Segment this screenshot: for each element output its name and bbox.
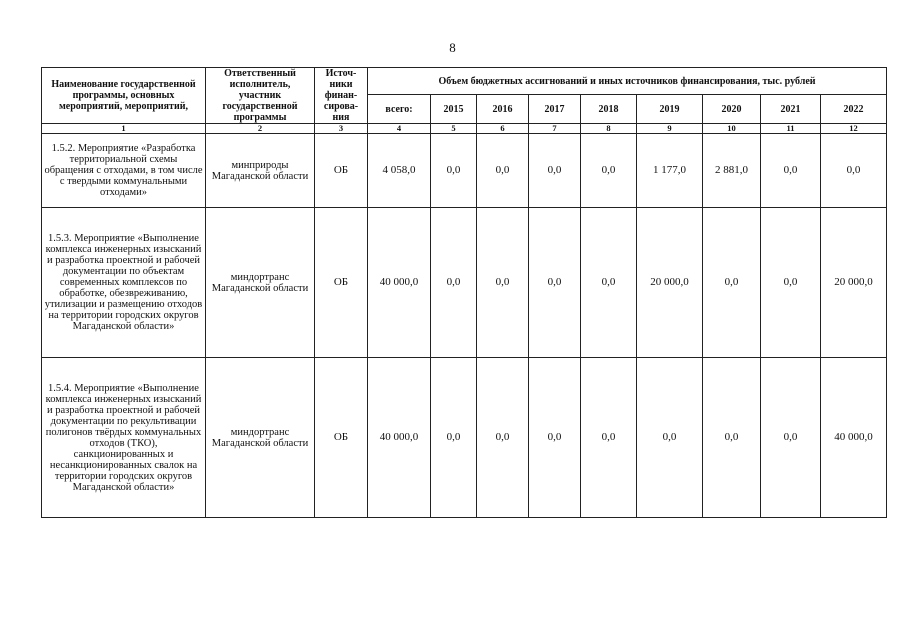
budget-table [41,67,887,518]
year-value: 0,0 [431,358,477,518]
executor: минприроды Магаданской области [206,134,315,208]
year-value: 0,0 [477,134,529,208]
header-year: 2021 [761,95,821,124]
year-value: 0,0 [431,208,477,358]
year-value: 0,0 [431,134,477,208]
year-value: 0,0 [703,358,761,518]
activity-name: 1.5.2. Мероприятие «Разработка территориальной схемы обращения с отходами, в том числе с твердыми коммунальными отходами» [42,134,206,208]
header-source: Источ-ники финан-сирова-ния [315,68,368,124]
table-row [42,208,887,358]
funding-source: ОБ [315,358,368,518]
year-value: 0,0 [529,134,581,208]
year-value: 0,0 [477,208,529,358]
column-number-row [42,124,887,134]
year-value: 0,0 [703,208,761,358]
column-number: 11 [761,124,821,134]
column-number: 6 [477,124,529,134]
year-value: 40 000,0 [821,358,887,518]
year-value: 0,0 [761,208,821,358]
year-value: 0,0 [477,358,529,518]
header-year: 2018 [581,95,637,124]
column-number: 10 [703,124,761,134]
column-number: 8 [581,124,637,134]
column-number: 2 [206,124,315,134]
total-value: 40 000,0 [368,208,431,358]
year-value: 1 177,0 [637,134,703,208]
year-value: 0,0 [529,208,581,358]
column-number: 1 [42,124,206,134]
funding-source: ОБ [315,134,368,208]
year-value: 0,0 [581,208,637,358]
page-number: 8 [449,40,456,55]
year-value: 0,0 [581,358,637,518]
total-value: 40 000,0 [368,358,431,518]
funding-source: ОБ [315,208,368,358]
year-value: 20 000,0 [821,208,887,358]
header-total: всего: [368,95,431,124]
header-year: 2017 [529,95,581,124]
table-row [42,358,887,518]
year-value: 2 881,0 [703,134,761,208]
year-value: 0,0 [761,358,821,518]
year-value: 0,0 [637,358,703,518]
header-year: 2015 [431,95,477,124]
total-value: 4 058,0 [368,134,431,208]
header-name: Наименование государственной программы, основных мероприятий, мероприятий, [42,68,206,124]
activity-name: 1.5.4. Мероприятие «Выполнение комплекса инженерных изысканий и разработка проектной и рабочей документации по рекультивации полигонов твёрдых коммунальных отходов (ТКО), санкционированных и несанкционированных свалок на территории городских округов Магаданской области» [42,358,206,518]
header-year: 2019 [637,95,703,124]
year-value: 0,0 [821,134,887,208]
column-number: 12 [821,124,887,134]
year-value: 0,0 [529,358,581,518]
header-year: 2016 [477,95,529,124]
column-number: 4 [368,124,431,134]
year-value: 20 000,0 [637,208,703,358]
executor: миндортранс Магаданской области [206,358,315,518]
column-number: 9 [637,124,703,134]
activity-name: 1.5.3. Мероприятие «Выполнение комплекса инженерных изысканий и разработка проектной и рабочей документации по объектам современных комплексов по обработке, обезвреживанию, утилизации и размещению отходов на территории городских округов Магаданской области» [42,208,206,358]
table-row [42,134,887,208]
executor: миндортранс Магаданской области [206,208,315,358]
header-year: 2022 [821,95,887,124]
year-value: 0,0 [761,134,821,208]
header-volume: Объем бюджетных ассигнований и иных источников финансирования, тыс. рублей [368,68,887,95]
header-year: 2020 [703,95,761,124]
header-executor: Ответственный исполнитель, участник государственной программы [206,68,315,124]
column-number: 7 [529,124,581,134]
column-number: 3 [315,124,368,134]
year-value: 0,0 [581,134,637,208]
column-number: 5 [431,124,477,134]
